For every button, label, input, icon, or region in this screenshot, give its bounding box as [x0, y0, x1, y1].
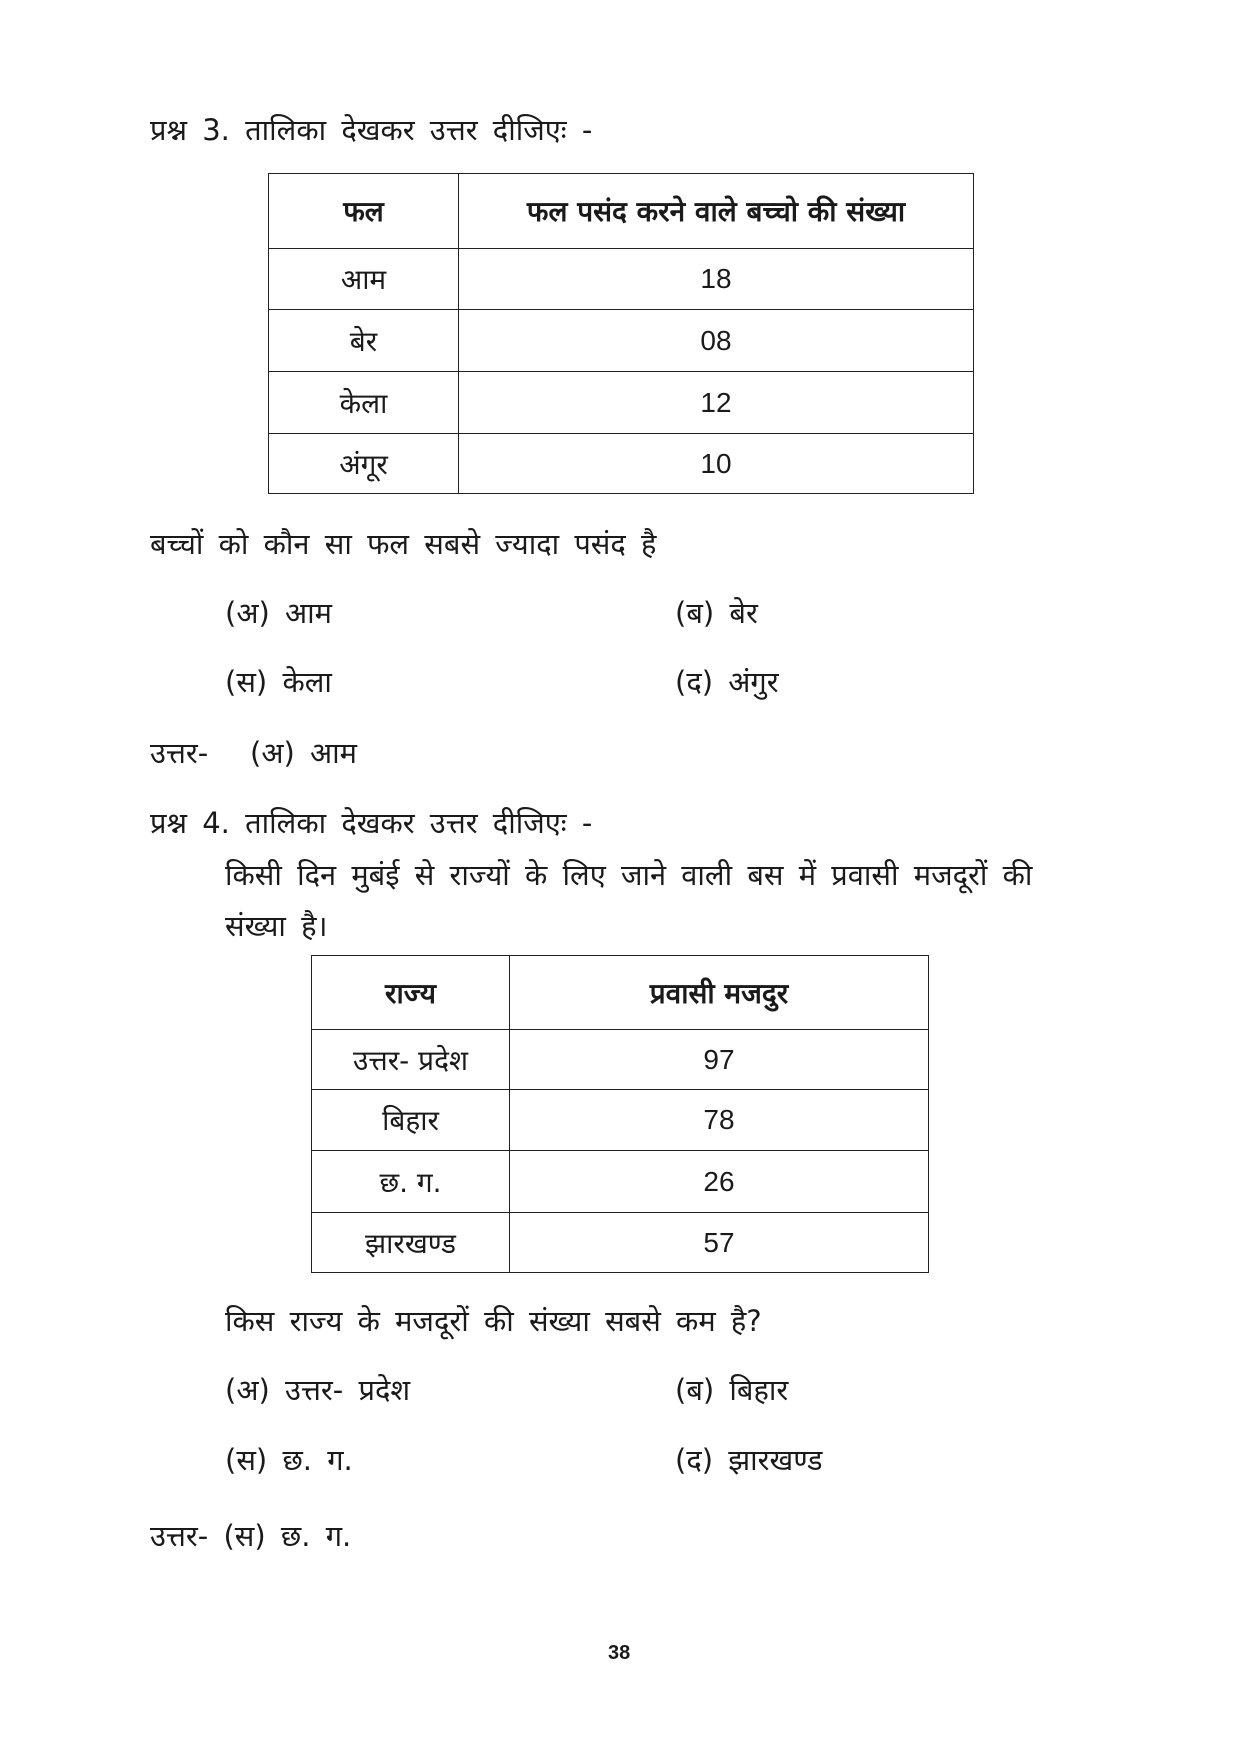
table-cell: उत्तर- प्रदेश [312, 1030, 510, 1090]
table-header-cell: प्रवासी मजदुर [510, 956, 929, 1030]
q3-table [268, 173, 974, 494]
q4-option-a: (अ) उत्तर- प्रदेश [225, 1373, 411, 1407]
table-cell: आम [269, 249, 459, 310]
table-row [312, 1213, 929, 1273]
table-cell: 12 [459, 372, 974, 434]
table-row [312, 1090, 929, 1151]
page-number: 38 [608, 1642, 631, 1664]
table-cell: 26 [510, 1151, 929, 1213]
q3-question: बच्चों को कौन सा फल सबसे ज्यादा पसंद है [150, 527, 657, 561]
table-cell: केला [269, 372, 459, 434]
q4-table [311, 955, 929, 1273]
q3-heading: प्रश्न 3. तालिका देखकर उत्तर दीजिएः - [150, 113, 593, 147]
table-row [269, 249, 974, 310]
table-row [269, 372, 974, 434]
table-cell: 08 [459, 310, 974, 372]
table-header-row [312, 956, 929, 1030]
q3-answer-label: उत्तर- [150, 736, 209, 770]
table-cell: अंगूर [269, 434, 459, 494]
table-cell: छ. ग. [312, 1151, 510, 1213]
q4-option-c: (स) छ. ग. [225, 1443, 353, 1477]
q3-option-a: (अ) आम [225, 596, 332, 630]
table-header-row [269, 174, 974, 249]
table-cell: 57 [510, 1213, 929, 1273]
q4-question: किस राज्य के मजदूरों की संख्या सबसे कम है? [225, 1304, 762, 1338]
table-cell: 78 [510, 1090, 929, 1151]
table-header-cell: फल [269, 174, 459, 249]
table-row [269, 310, 974, 372]
q4-option-d: (द) झारखण्ड [675, 1443, 823, 1477]
table-row [312, 1030, 929, 1090]
q4-heading: प्रश्न 4. तालिका देखकर उत्तर दीजिएः - [150, 806, 593, 840]
q3-option-c: (स) केला [225, 665, 332, 699]
q4-intro-line2: संख्या है। [225, 909, 328, 943]
table-cell: झारखण्ड [312, 1213, 510, 1273]
q4-option-b: (ब) बिहार [675, 1373, 789, 1407]
q3-answer: (अ) आम [250, 736, 357, 770]
table-row [312, 1151, 929, 1213]
q4-intro-line1: किसी दिन मुबंई से राज्यों के लिए जाने वाली बस में प्रवासी मजदूरों की [225, 858, 1033, 892]
q3-option-d: (द) अंगुर [675, 665, 779, 699]
table-cell: बेर [269, 310, 459, 372]
q3-option-b: (ब) बेर [675, 596, 758, 630]
table-header-cell: फल पसंद करने वाले बच्चो की संख्या [459, 174, 974, 249]
table-cell: 18 [459, 249, 974, 310]
table-cell: बिहार [312, 1090, 510, 1151]
q4-answer: उत्तर- (स) छ. ग. [150, 1519, 352, 1553]
table-cell: 97 [510, 1030, 929, 1090]
table-cell: 10 [459, 434, 974, 494]
table-header-cell: राज्य [312, 956, 510, 1030]
table-row [269, 434, 974, 494]
